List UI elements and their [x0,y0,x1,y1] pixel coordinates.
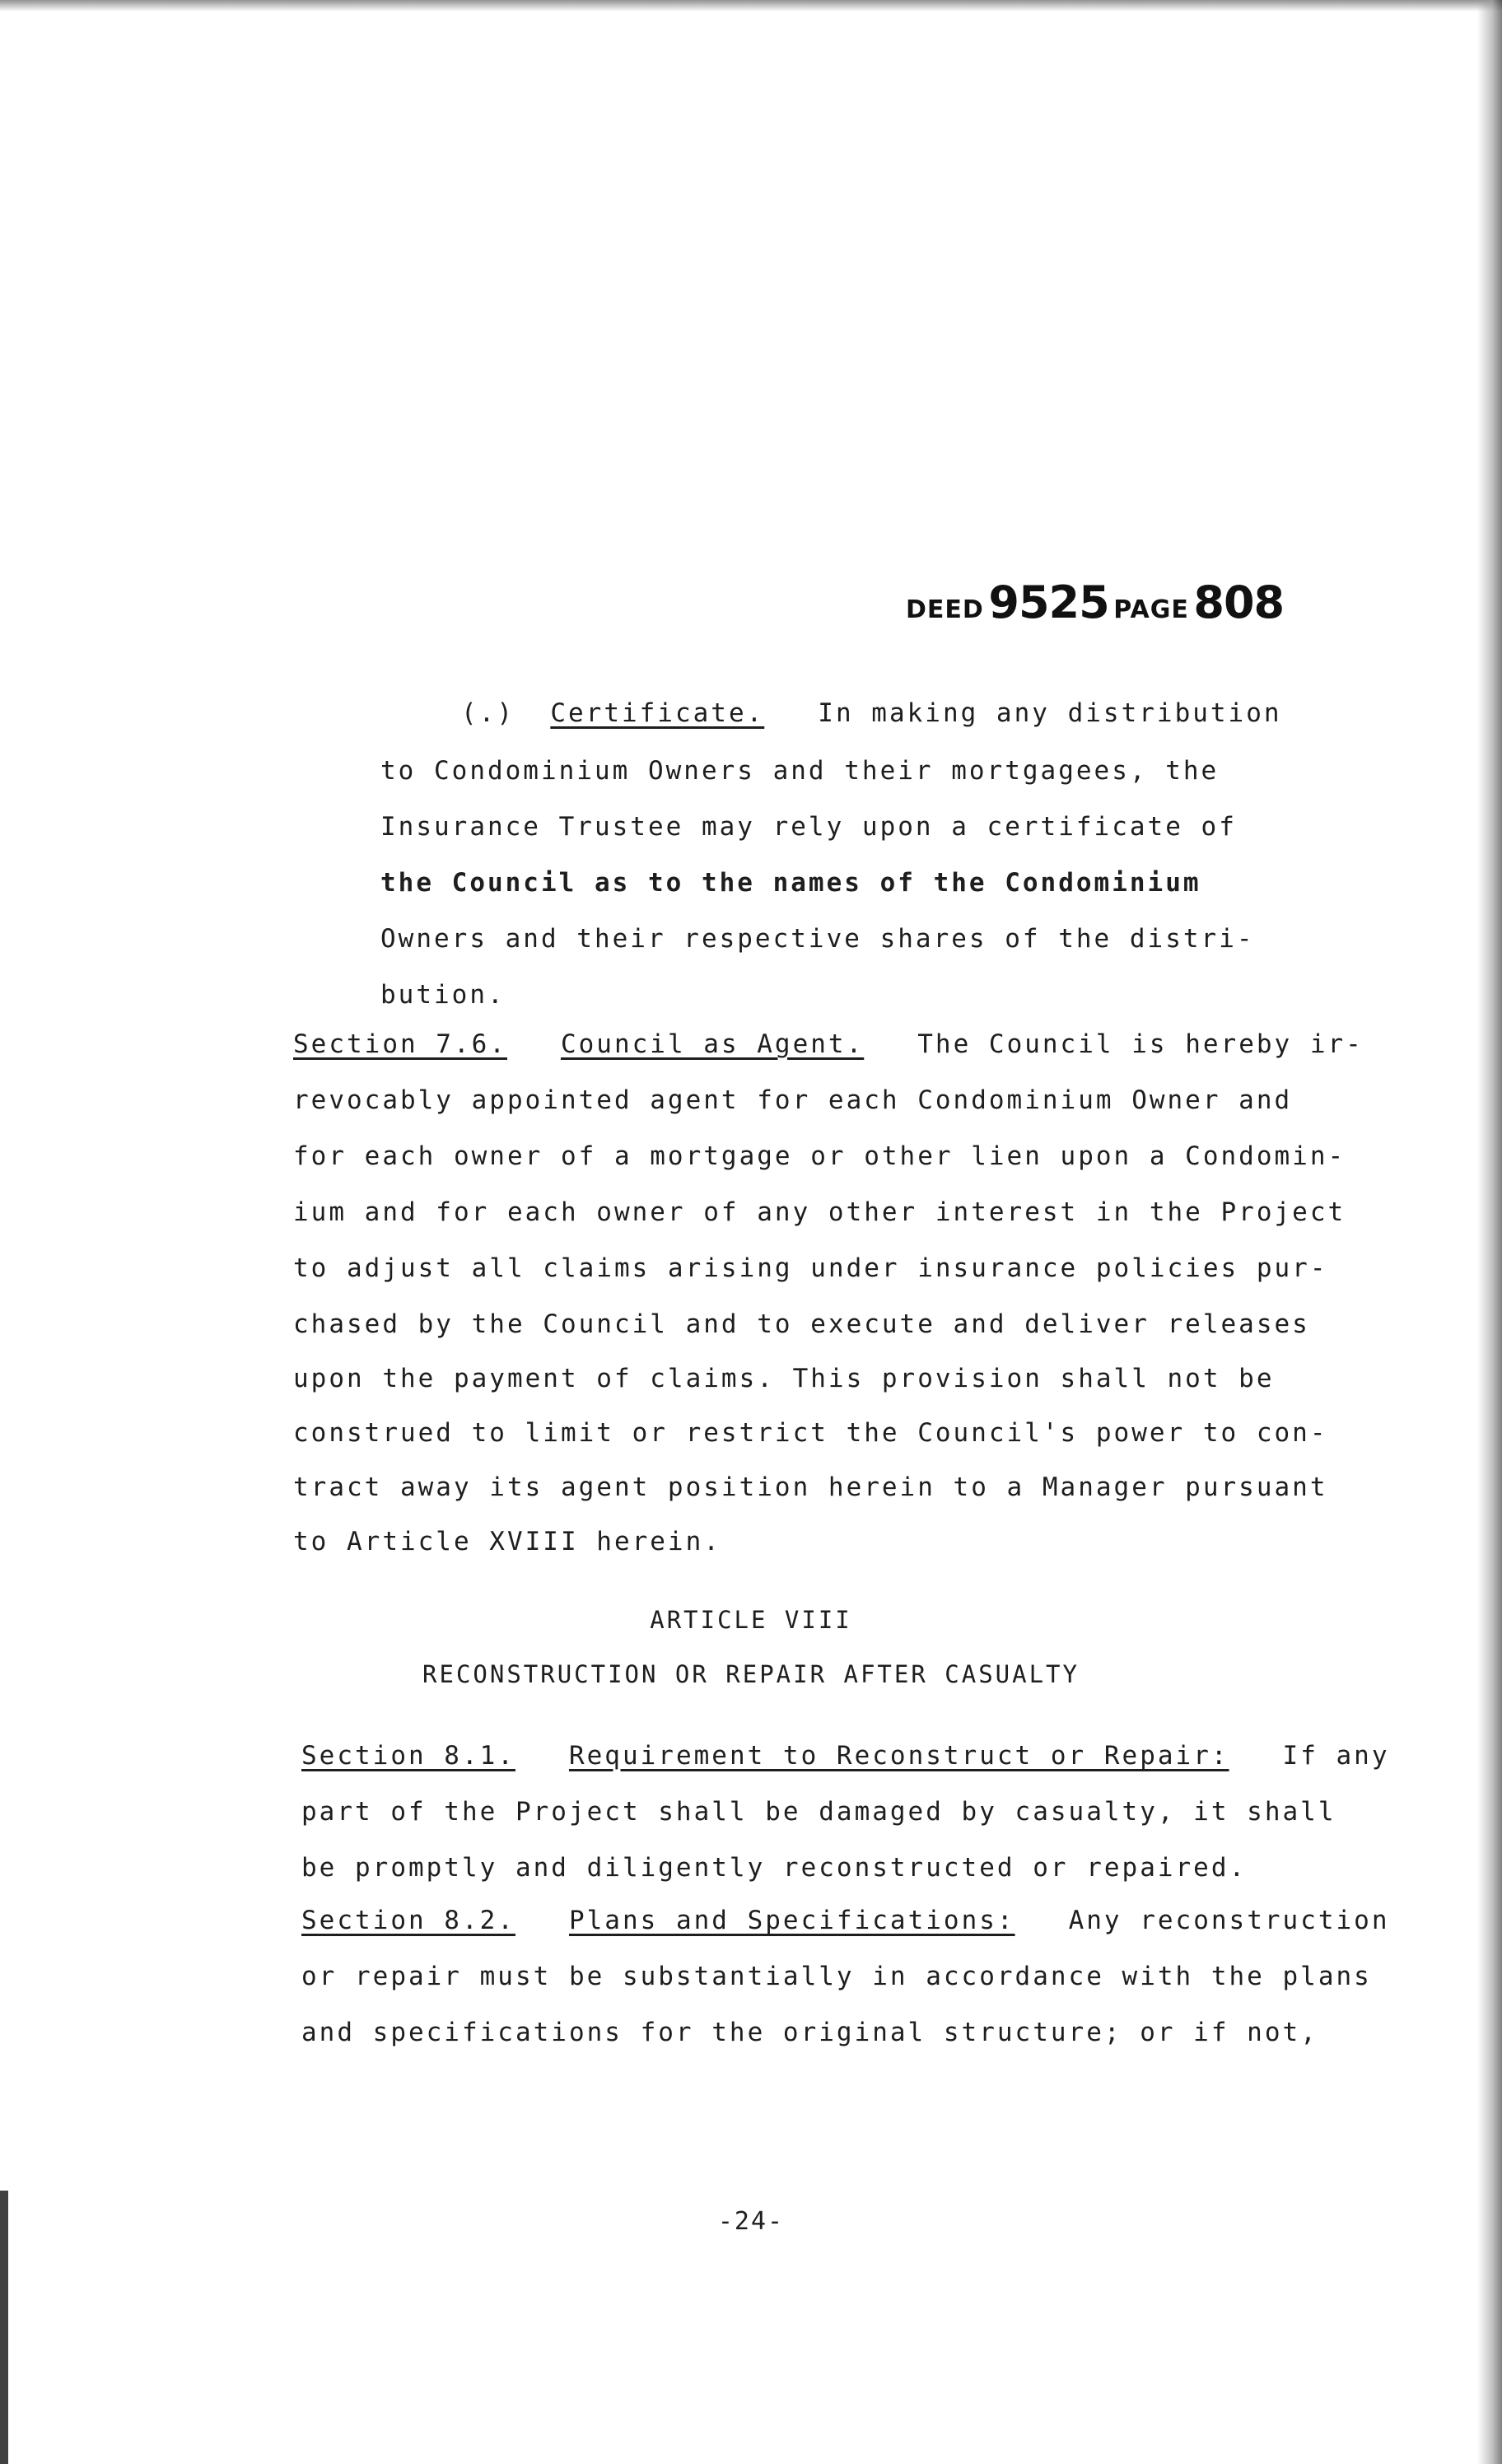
paragraph-c-line: Owners and their respective shares of the distri- [380,924,1255,954]
paragraph-c-text: In making any distribution [818,698,1282,728]
section-8-2-number: Section 8.2. [301,1906,515,1935]
section-7-6-line: to adjust all claims arising under insurance policies pur- [293,1253,1328,1283]
section-7-6-line: construed to limit or restrict the Council's power to con- [293,1418,1328,1448]
section-7-6-line: revocably appointed agent for each Condominium Owner and [293,1085,1293,1115]
paragraph-c-line: to Condominium Owners and their mortgagees, the [380,756,1220,786]
section-8-2-first-line [301,1906,1390,1935]
section-8-2-text: Any reconstruction [1068,1906,1390,1935]
section-8-2-heading: Plans and Specifications: [568,1906,1015,1935]
paragraph-c-line: the Council as to the names of the Condominium [380,868,1201,898]
footer-page-number: -24- [717,2207,785,2236]
section-7-6-first-line [293,1029,1364,1059]
paragraph-c-first-line [461,698,1282,728]
section-8-1-text: If any [1282,1741,1390,1771]
section-8-2-line: and specifications for the original structure; or if not, [301,2018,1318,2047]
section-8-1-heading: Requirement to Reconstruct or Repair: [568,1741,1229,1771]
page-number-stamp: 808 [1193,576,1285,628]
section-8-2-line: or repair must be substantially in accordance with the plans [301,1962,1372,1991]
section-7-6-heading: Council as Agent. [560,1029,865,1059]
section-7-6-line: chased by the Council and to execute and deliver releases [293,1309,1310,1339]
book-label: DEED [906,595,984,624]
paragraph-c-number: (.) [461,698,515,728]
section-7-6-line: to Article XVIII herein. [293,1527,721,1556]
deed-book-page-stamp [906,576,1284,628]
paragraph-c-heading: Certificate. [550,698,765,728]
section-8-1-line: part of the Project shall be damaged by casualty, it shall [301,1797,1336,1827]
section-8-1-line: be promptly and diligently reconstructed or repaired. [301,1853,1248,1883]
paragraph-c-line: Insurance Trustee may rely upon a certificate of [380,812,1237,842]
book-number: 9525 [988,576,1109,628]
section-7-6-number: Section 7.6. [293,1029,507,1059]
scan-edge-top [0,0,1502,12]
page-label: PAGE [1113,595,1189,624]
section-7-6-line: for each owner of a mortgage or other lien upon a Condomin- [293,1141,1346,1171]
section-8-1-first-line [301,1741,1390,1771]
article-title: ARTICLE VIII [650,1606,852,1634]
scan-edge-right [1477,0,1502,2464]
section-7-6-line: ium and for each owner of any other interest in the Project [293,1197,1346,1227]
paragraph-c-line: bution. [380,980,506,1010]
section-7-6-line: tract away its agent position herein to a Manager pursuant [293,1472,1328,1502]
section-7-6-line: upon the payment of claims. This provision shall not be [293,1364,1275,1393]
section-7-6-text: The Council is hereby ir- [917,1029,1364,1059]
article-subtitle: RECONSTRUCTION OR REPAIR AFTER CASUALTY [422,1660,1080,1688]
section-8-1-number: Section 8.1. [301,1741,515,1771]
